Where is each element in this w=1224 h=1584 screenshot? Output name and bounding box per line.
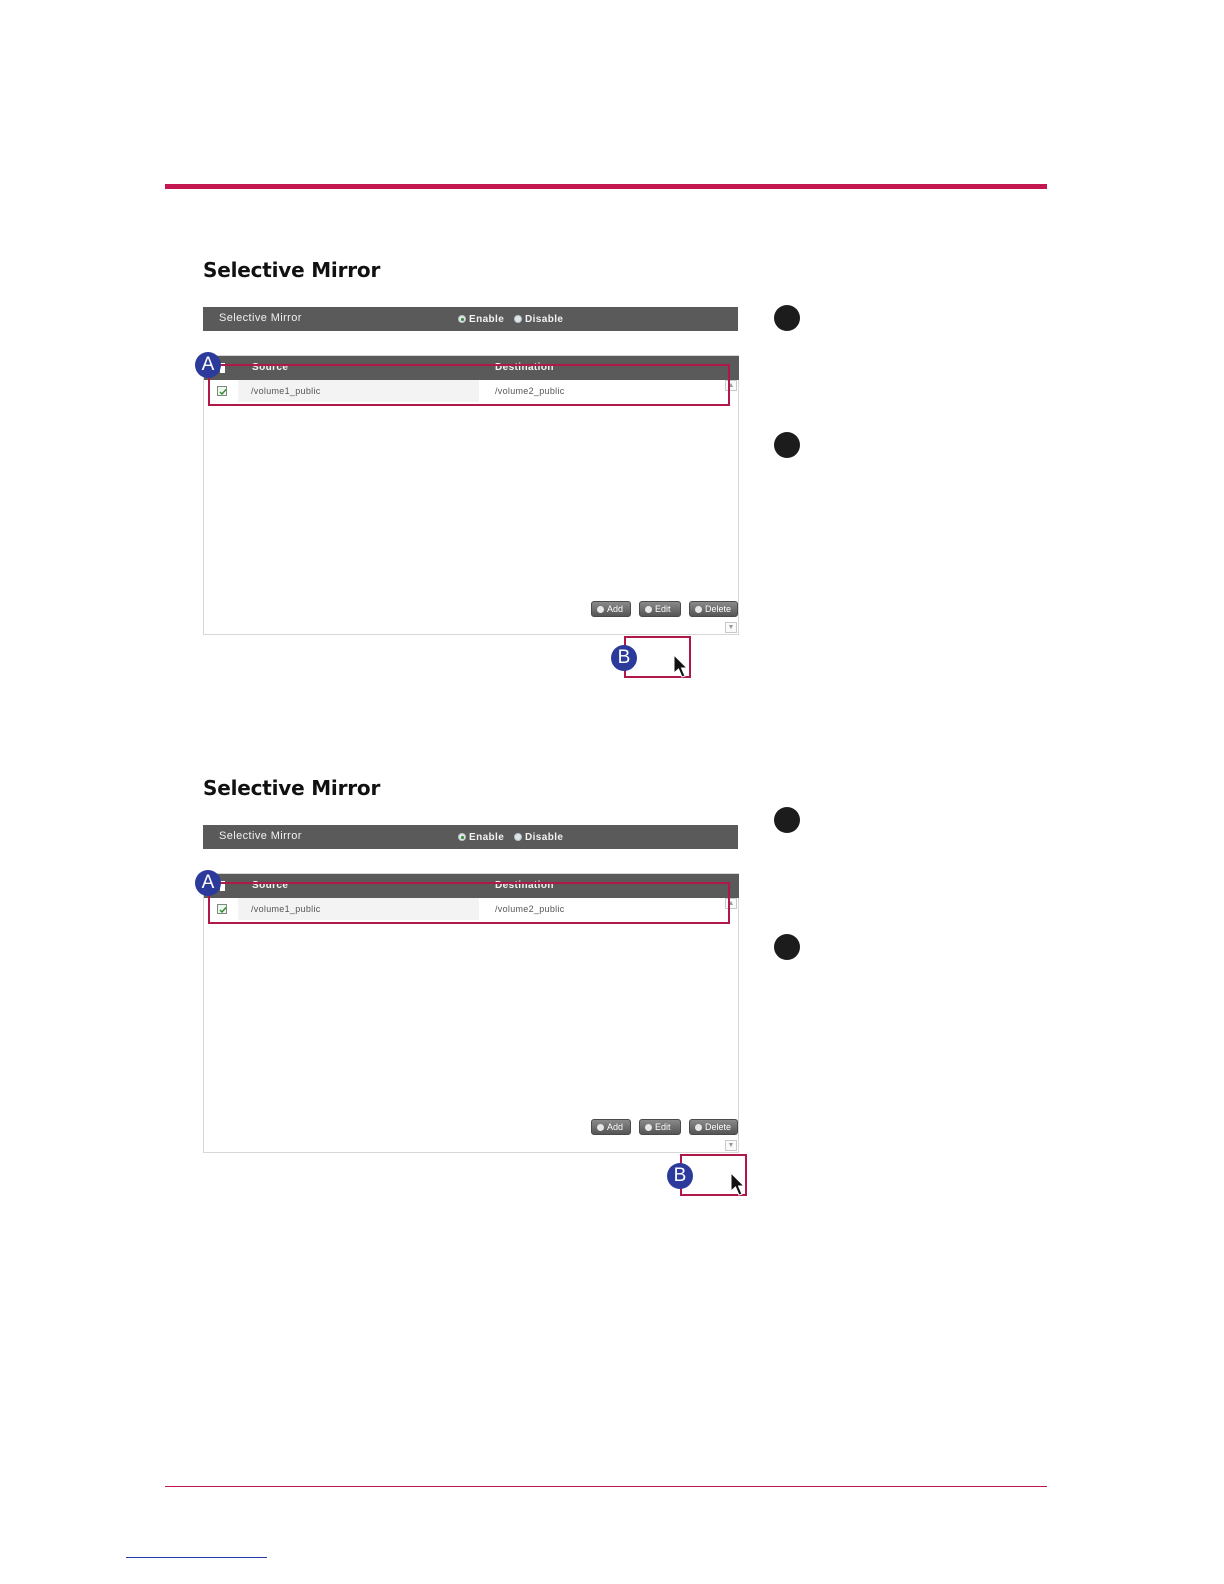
- scroll-up-icon[interactable]: ▲: [725, 380, 737, 391]
- mode-bar: [203, 825, 738, 849]
- column-source: Source: [252, 362, 289, 373]
- enable-radio[interactable]: [458, 313, 504, 325]
- step-bullet: [774, 807, 800, 833]
- row-highlight-box: [208, 882, 730, 924]
- disable-radio[interactable]: [514, 831, 563, 843]
- section-title: Selective Mirror: [203, 258, 381, 282]
- add-icon: [597, 606, 604, 613]
- delete-button[interactable]: [689, 1119, 738, 1135]
- radio-unselected-icon: [514, 315, 522, 323]
- radio-selected-icon: [458, 833, 466, 841]
- mode-bar: [203, 307, 738, 331]
- destination-cell: /volume2_public: [495, 904, 565, 914]
- enable-label: Enable: [469, 831, 505, 843]
- footer-rule: [165, 1486, 1047, 1487]
- step-bullet: [774, 305, 800, 331]
- delete-icon: [695, 1124, 702, 1131]
- column-destination: Destination: [495, 362, 554, 373]
- enable-radio[interactable]: [458, 831, 504, 843]
- delete-icon: [695, 606, 702, 613]
- footer-link-underline: [126, 1557, 267, 1558]
- step-bullet: [774, 432, 800, 458]
- radio-selected-icon: [458, 315, 466, 323]
- mouse-pointer-icon: [730, 1172, 748, 1198]
- mode-label: Selective Mirror: [219, 312, 302, 324]
- callout-a: A: [195, 352, 221, 378]
- edit-icon: [645, 606, 652, 613]
- add-button[interactable]: [591, 601, 631, 617]
- column-destination: Destination: [495, 880, 554, 891]
- disable-label: Disable: [525, 313, 564, 325]
- delete-button[interactable]: [689, 601, 738, 617]
- scroll-down-icon[interactable]: ▼: [725, 1140, 737, 1151]
- delete-label: Delete: [705, 604, 732, 614]
- disable-label: Disable: [525, 831, 564, 843]
- source-path: /volume1_public: [251, 386, 321, 396]
- source-path: /volume1_public: [251, 904, 321, 914]
- edit-label: Edit: [655, 604, 671, 614]
- header-rule: [165, 184, 1047, 189]
- scroll-down-icon[interactable]: ▼: [725, 622, 737, 633]
- edit-icon: [645, 1124, 652, 1131]
- add-label: Add: [607, 604, 624, 614]
- callout-b: B: [667, 1163, 693, 1189]
- add-icon: [597, 1124, 604, 1131]
- selective-mirror-panel-1: [203, 258, 763, 728]
- delete-label: Delete: [705, 1122, 732, 1132]
- edit-button[interactable]: [639, 1119, 681, 1135]
- disable-radio[interactable]: [514, 313, 563, 325]
- edit-label: Edit: [655, 1122, 671, 1132]
- radio-unselected-icon: [514, 833, 522, 841]
- destination-cell: /volume2_public: [495, 386, 565, 396]
- step-bullet: [774, 934, 800, 960]
- section-title: Selective Mirror: [203, 776, 381, 800]
- enable-label: Enable: [469, 313, 505, 325]
- callout-a: A: [195, 870, 221, 896]
- edit-button[interactable]: [639, 601, 681, 617]
- mouse-pointer-icon: [673, 654, 691, 680]
- mode-label: Selective Mirror: [219, 830, 302, 842]
- column-source: Source: [252, 880, 289, 891]
- add-label: Add: [607, 1122, 624, 1132]
- add-button[interactable]: [591, 1119, 631, 1135]
- scroll-up-icon[interactable]: ▲: [725, 898, 737, 909]
- row-highlight-box: [208, 364, 730, 406]
- callout-b: B: [611, 645, 637, 671]
- selective-mirror-panel-2: [203, 776, 763, 1246]
